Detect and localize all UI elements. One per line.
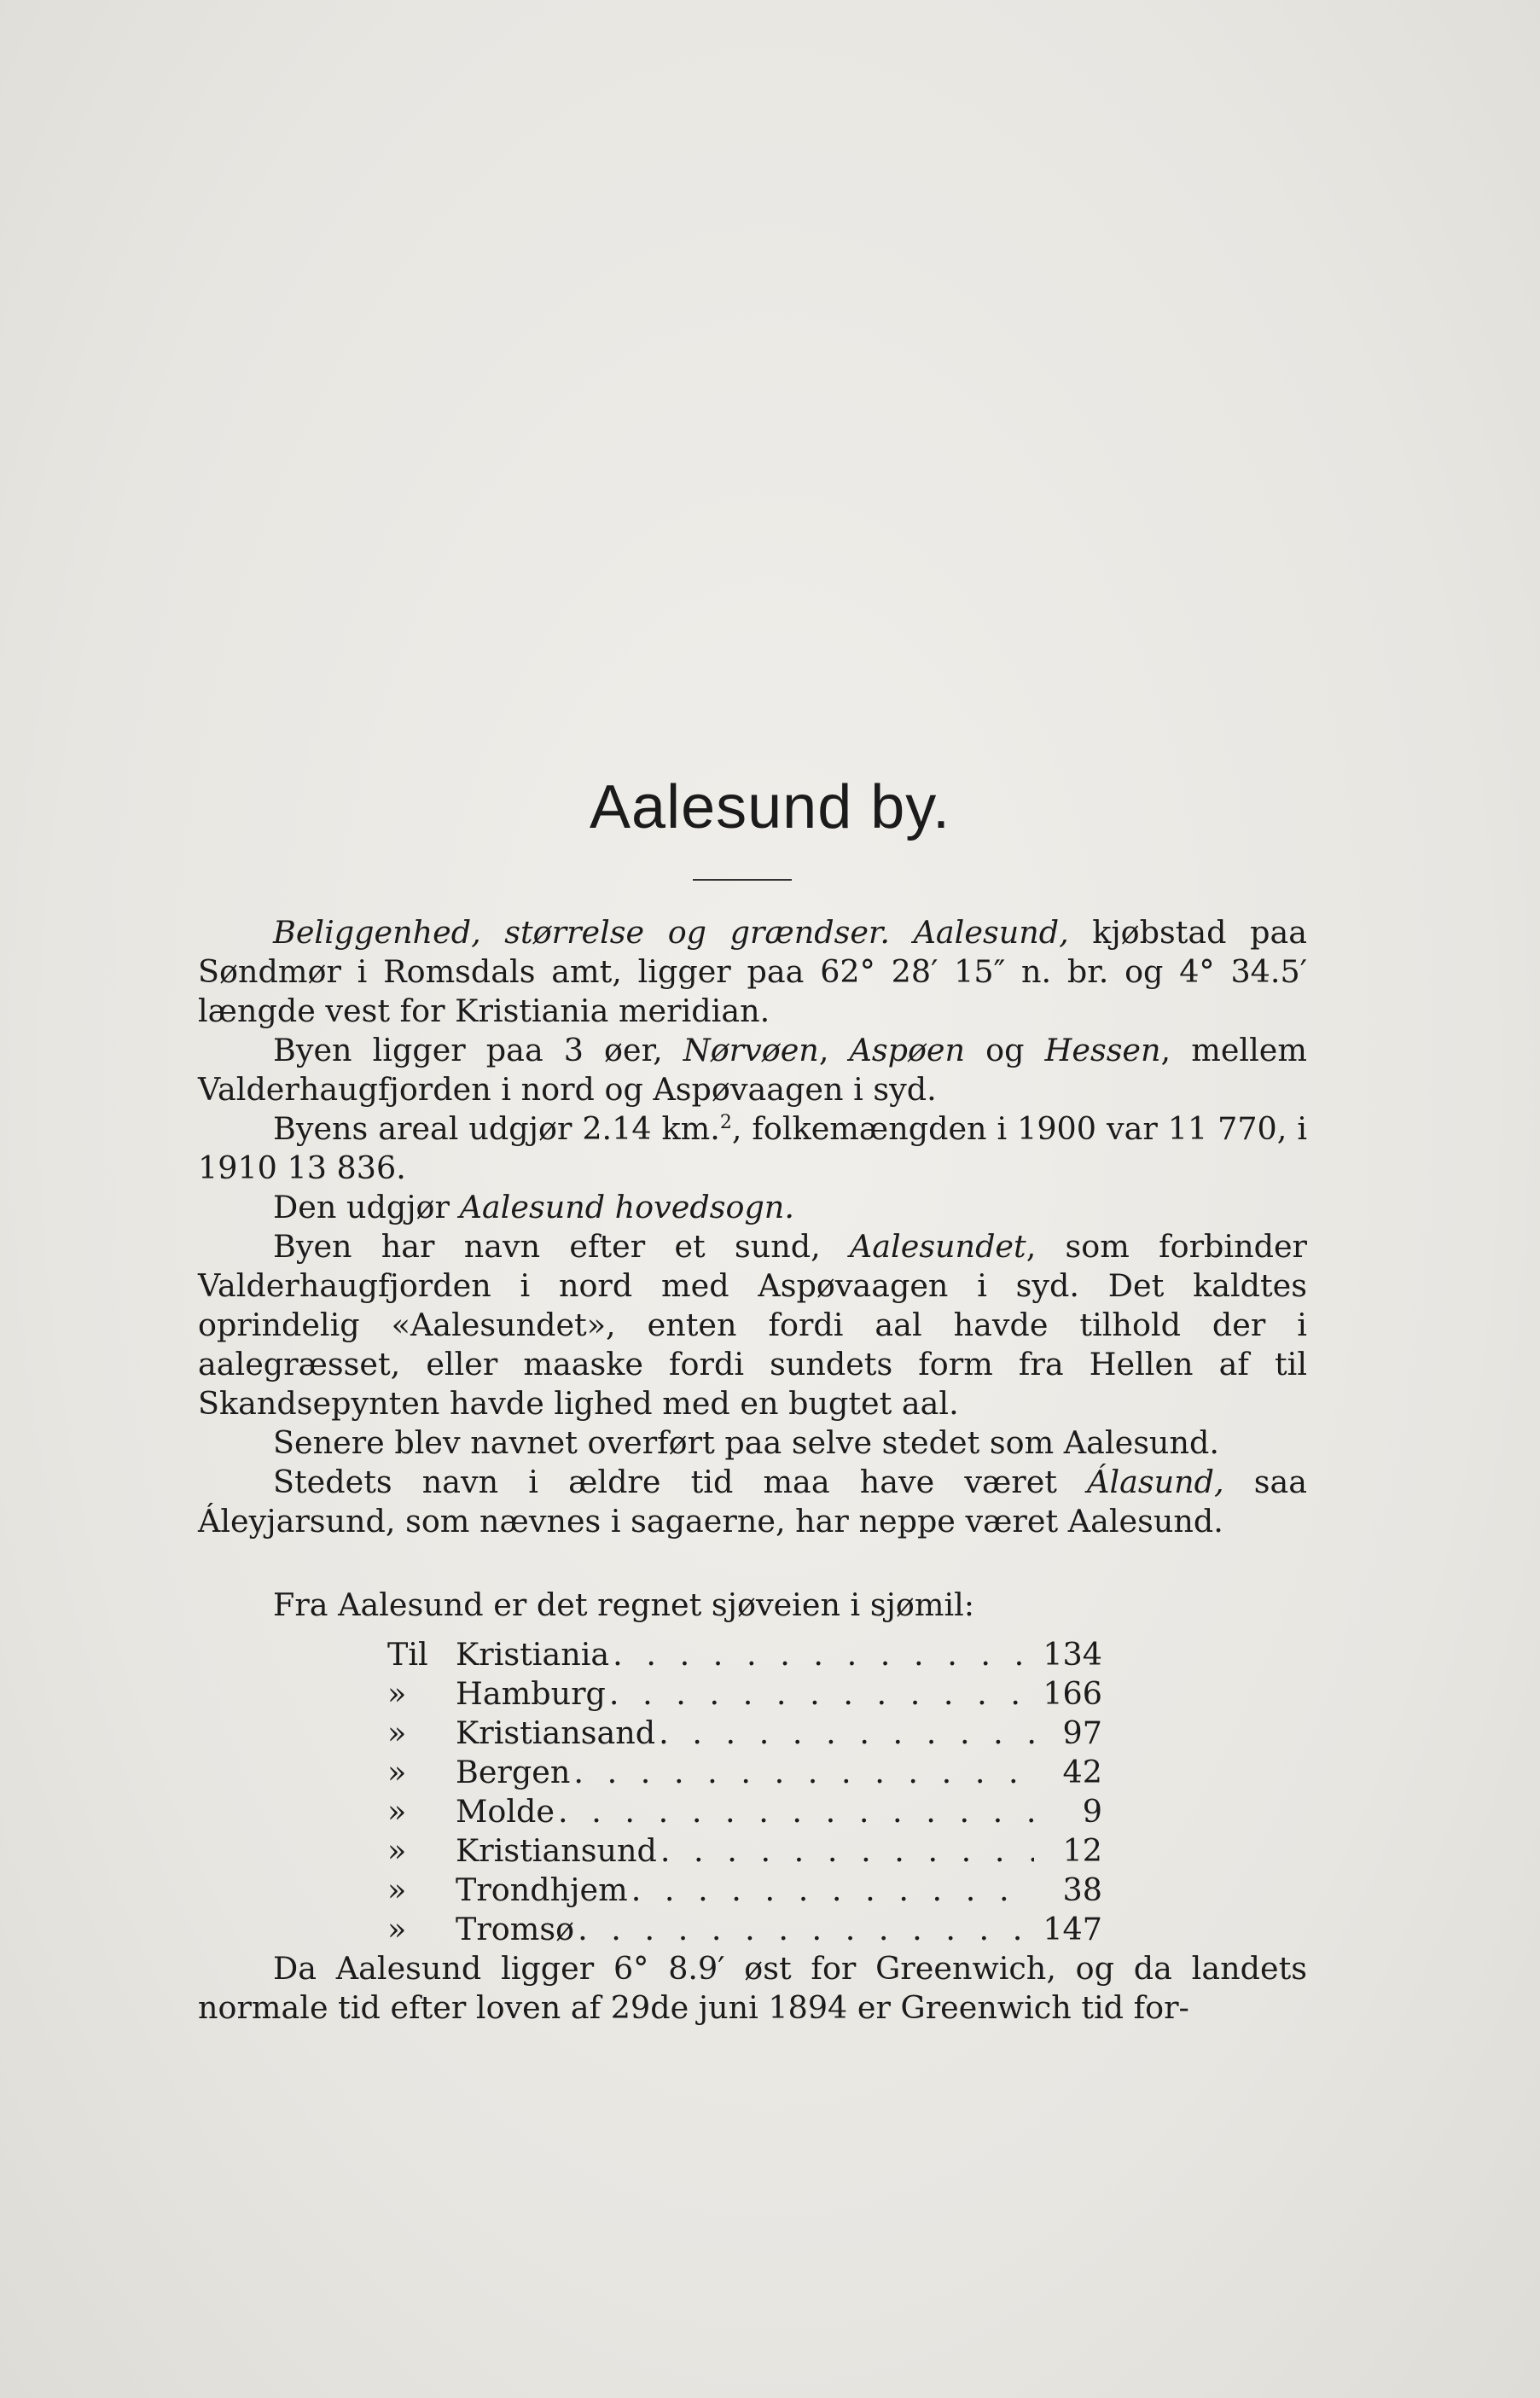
row-mark: Til xyxy=(387,1636,428,1673)
text-span: Byen har navn efter et sund, xyxy=(273,1228,850,1265)
table-row xyxy=(387,1792,1102,1831)
row-mark: » xyxy=(387,1714,407,1751)
row-mark: » xyxy=(387,1871,407,1908)
table-row xyxy=(387,1910,1102,1949)
leader-dots xyxy=(609,1635,1034,1674)
text-span: Byen ligger paa 3 øer, xyxy=(273,1032,683,1068)
row-mark: » xyxy=(387,1793,407,1830)
table-row xyxy=(387,1674,1102,1714)
row-distance: 9 xyxy=(1082,1793,1102,1830)
row-distance: 147 xyxy=(1043,1911,1102,1947)
leader-dots xyxy=(555,1792,1034,1831)
paragraph-islands xyxy=(198,1031,1307,1109)
row-mark: » xyxy=(387,1911,407,1947)
paragraph-parish xyxy=(198,1188,1307,1227)
page-title: Aalesund by. xyxy=(590,773,950,841)
text-span: , mellem Valderhaugfjorden i nord og Aspøvaagen i syd. xyxy=(198,1032,1307,1108)
row-destination: Hamburg xyxy=(456,1675,606,1712)
text-span: , folkemængden i 1900 var 11 770, i 1910 13 836. xyxy=(198,1110,1307,1186)
row-distance: 134 xyxy=(1043,1636,1102,1673)
leader-dots xyxy=(570,1753,1034,1792)
paragraph-later-name: Senere blev navnet overført paa selve stedet som Aalesund. xyxy=(273,1424,1219,1461)
row-distance: 12 xyxy=(1062,1832,1102,1869)
row-mark: » xyxy=(387,1832,407,1869)
section-lead: Beliggenhed, størrelse og grændser. xyxy=(273,914,890,951)
paragraph-area xyxy=(198,1109,1307,1188)
text-span: , xyxy=(818,1032,850,1068)
title-divider xyxy=(693,879,792,881)
island-aspoen: Aspøen xyxy=(849,1032,966,1068)
parish-name: Aalesund hovedsogn. xyxy=(459,1189,794,1225)
leader-dots xyxy=(574,1910,1034,1949)
body-text xyxy=(198,913,1307,2028)
text-span: Den udgjør xyxy=(273,1189,460,1225)
table-row xyxy=(387,1871,1102,1910)
location-text: kjøbstad paa Søndmør i Romsdals amt, ligger paa 62° 28′ 15″ n. br. og 4° 34.5′ længde vest for Kristiania meridian. xyxy=(198,914,1307,1029)
row-destination: Kristiansund xyxy=(456,1832,657,1869)
paragraph-name-origin xyxy=(198,1227,1307,1423)
distance-table xyxy=(387,1635,1102,1949)
row-destination: Kristiansand xyxy=(456,1714,656,1751)
row-destination: Kristiania xyxy=(456,1636,610,1673)
spacer xyxy=(198,1541,1307,1586)
row-mark: » xyxy=(387,1675,407,1712)
old-name: Álasund, xyxy=(1087,1464,1224,1500)
island-norvoen: Nørvøen xyxy=(683,1032,819,1068)
row-destination: Bergen xyxy=(456,1754,571,1790)
leader-dots xyxy=(655,1714,1034,1753)
row-distance: 166 xyxy=(1043,1675,1102,1712)
table-row xyxy=(387,1714,1102,1753)
row-distance: 42 xyxy=(1062,1754,1102,1790)
row-destination: Trondhjem xyxy=(456,1871,628,1908)
paragraph-location xyxy=(198,913,1307,1031)
town-name: Aalesund, xyxy=(913,914,1069,951)
table-row xyxy=(387,1635,1102,1674)
text-span: saa Áleyjarsund, som nævnes i sagaerne, har neppe været Aalesund. xyxy=(198,1464,1307,1539)
paragraph-time: Da Aalesund ligger 6° 8.9′ øst for Greenwich, og da landets normale tid efter loven af 29de juni 1894 er Greenwich tid for- xyxy=(198,1950,1307,2026)
row-mark: » xyxy=(387,1754,407,1790)
row-distance: 97 xyxy=(1062,1714,1102,1751)
leader-dots xyxy=(628,1871,1034,1910)
text-span: og xyxy=(965,1032,1045,1068)
leader-dots xyxy=(606,1674,1034,1714)
paragraph-old-name xyxy=(198,1463,1307,1541)
text-span: Byens areal udgjør 2.14 km. xyxy=(273,1110,720,1147)
row-destination: Molde xyxy=(456,1793,555,1830)
text-span: Stedets navn i ældre tid maa have været xyxy=(273,1464,1088,1500)
leader-dots xyxy=(657,1831,1034,1871)
text-span: , som forbinder Valderhaugfjorden i nord med Aspøvaagen i syd. Det kaldtes oprindelig «Aalesundet», enten fordi aal havde tilhold der i aalegræsset, eller maaske fordi sundets form fra Hellen af til Skandsepynten havde lighed med en bugtet aal. xyxy=(198,1228,1307,1422)
island-hessen: Hessen xyxy=(1044,1032,1161,1068)
row-destination: Tromsø xyxy=(456,1911,575,1947)
distances-intro: Fra Aalesund er det regnet sjøveien i sjømil: xyxy=(273,1586,975,1623)
table-row xyxy=(387,1831,1102,1871)
sound-name: Aalesundet xyxy=(849,1228,1026,1265)
row-distance: 38 xyxy=(1062,1871,1102,1908)
superscript: 2 xyxy=(719,1111,732,1133)
table-row xyxy=(387,1753,1102,1792)
